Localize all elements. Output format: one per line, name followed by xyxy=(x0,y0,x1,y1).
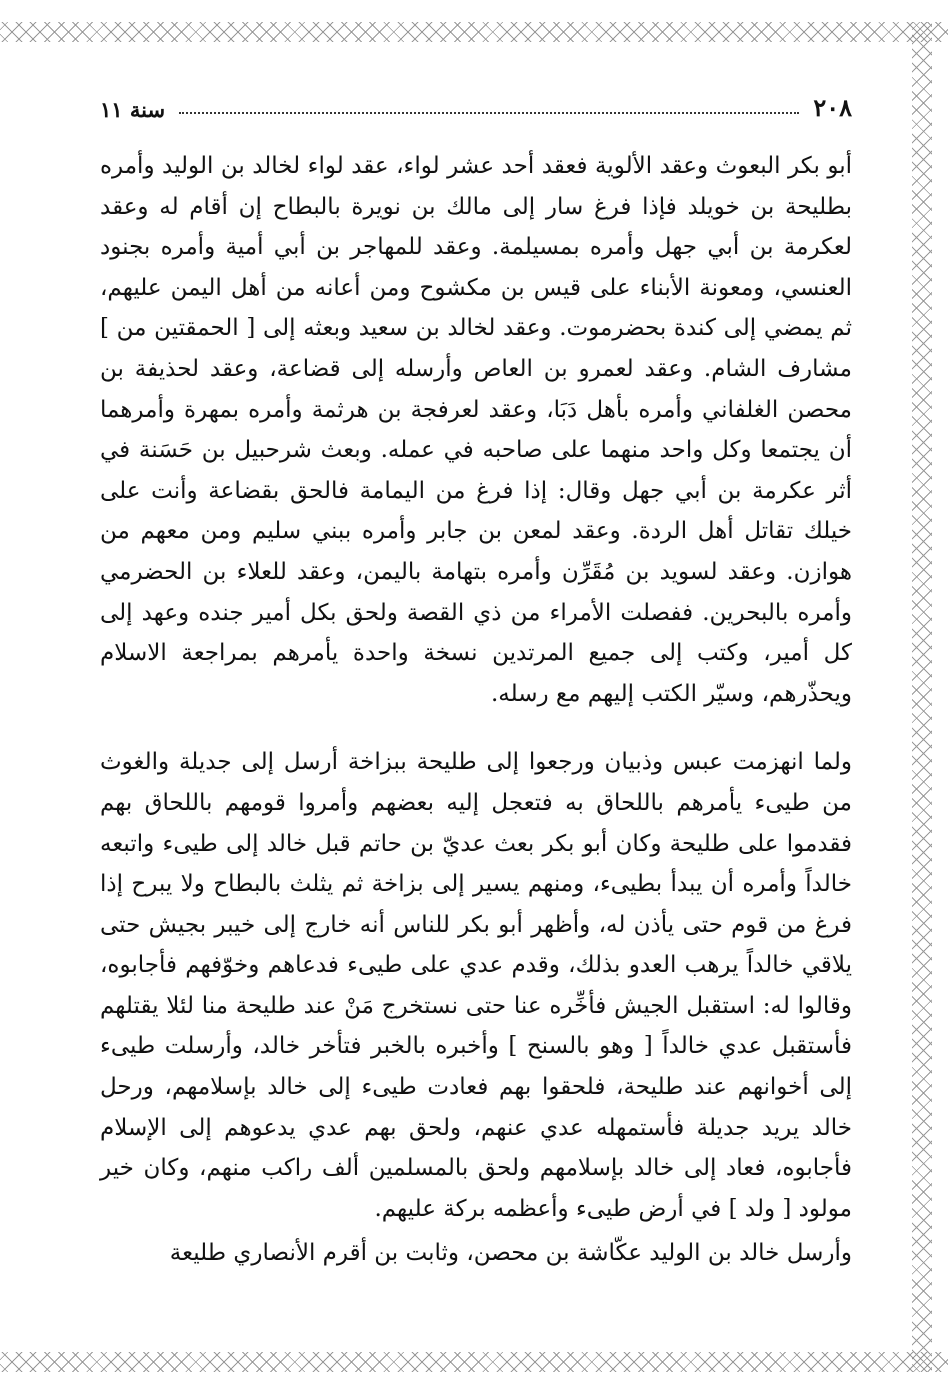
year-label: سنة ١١ xyxy=(100,97,166,122)
header-dotted-rule xyxy=(179,112,799,114)
paragraph-2: ولما انهزمت عبس وذبيان ورجعوا إلى طليحة ببزاخة أرسل إلى جديلة والغوث من طيىء يأمرهم باللحاق به فتعجل إليه بعضهم وأمروا قومهم باللحاق بهم فقدموا على طليحة وكان أبو بكر بعث عديّ بن حاتم قبل خالد إلى طيىء واتبعه خالداً وأمره أن يبدأ بطيىء، ومنهم يسير إلى بزاخة ثم يثلث بالبطاح ولا يبرح إذا فرغ من قوم حتى يأذن له، وأظهر أبو بكر للناس أنه خارج إلى خيبر بجيش حتى يلاقي خالداً يرهب العدو بذلك، وقدم عدي على طيىء فدعاهم وخوّفهم فأجابوه، وقالوا له: استقبل الجيش فأخِّره عنا حتى نستخرج مَنْ عند طليحة منا لئلا يقتلهم فأستقبل عدي خالداً [ وهو بالسنح ] وأخبره بالخبر فتأخر خالد، وأرسلت طيىء إلى أخوانهم عند طليحة، فلحقوا بهم فعادت طيىء إلى خالد بإسلامهم، ورحل خالد يريد جديلة فأستمهله عدي عنهم، ولحق بهم عدي يدعوهم إلى الإسلام فأجابوه، فعاد إلى خالد بإسلامهم ولحق بالمسلمين ألف راكب منهم، وكان خير مولود [ ولد ] في أرض طيىء وأعظمه بركة عليهم. xyxy=(100,749,852,1222)
paragraph-3: وأرسل خالد بن الوليد عكّاشة بن محصن، وثابت بن أقرم الأنصاري طليعة xyxy=(169,1240,852,1267)
page-header xyxy=(100,92,852,122)
paragraph-1: أبو بكر البعوث وعقد الألوية فعقد أحد عشر لواء، عقد لواء لخالد بن الوليد وأمره بطليحة بن خويلد فإذا فرغ سار إلى مالك بن نويرة بالبطاح إن أقام له وعقد لعكرمة بن أبي جهل وأمره بمسيلمة. وعقد للمهاجر بن أبي أمية وأمره بجنود العنسي، ومعونة الأبناء على قيس بن مكشوح ومن أعانه من أهل اليمن عليهم، ثم يمضي إلى كندة بحضرموت. وعقد لخالد بن سعيد وبعثه إلى [ الحمقتين من ] مشارف الشام. وعقد لعمرو بن العاص وأرسله إلى قضاعة، وعقد لحذيفة بن محصن الغلفاني وأمره بأهل دَبَا، وعقد لعرفجة بن هرثمة وأمره بمهرة وأمرهما أن يجتمعا وكل واحد منهما على صاحبه في عمله. وبعث شرحبيل بن حَسَنة في أثر عكرمة بن أبي جهل وقال: إذا فرغ من اليمامة فالحق بقضاعة وأنت على خيلك تقاتل أهل الردة. وعقد لمعن بن جابر وأمره ببني سليم ومن معهم من هوازن. وعقد لسويد بن مُقَرِّن وأمره بتهامة باليمن، وعقد للعلاء بن الحضرمي وأمره بالبحرين. ففصلت الأمراء من ذي القصة ولحق بكل أمير جنده وعهد إلى كل أمير، وكتب إلى جميع المرتدين نسخة واحدة يأمرهم بمراجعة الاسلام ويحذّرهم، وسيّر الكتب إليهم مع رسله. xyxy=(100,153,853,707)
page-number: ٢٠٨ xyxy=(813,93,852,122)
page-body xyxy=(100,146,852,1274)
decorative-border-right xyxy=(912,22,932,1372)
decorative-border-bottom xyxy=(0,1352,948,1372)
decorative-border-top xyxy=(0,22,948,42)
